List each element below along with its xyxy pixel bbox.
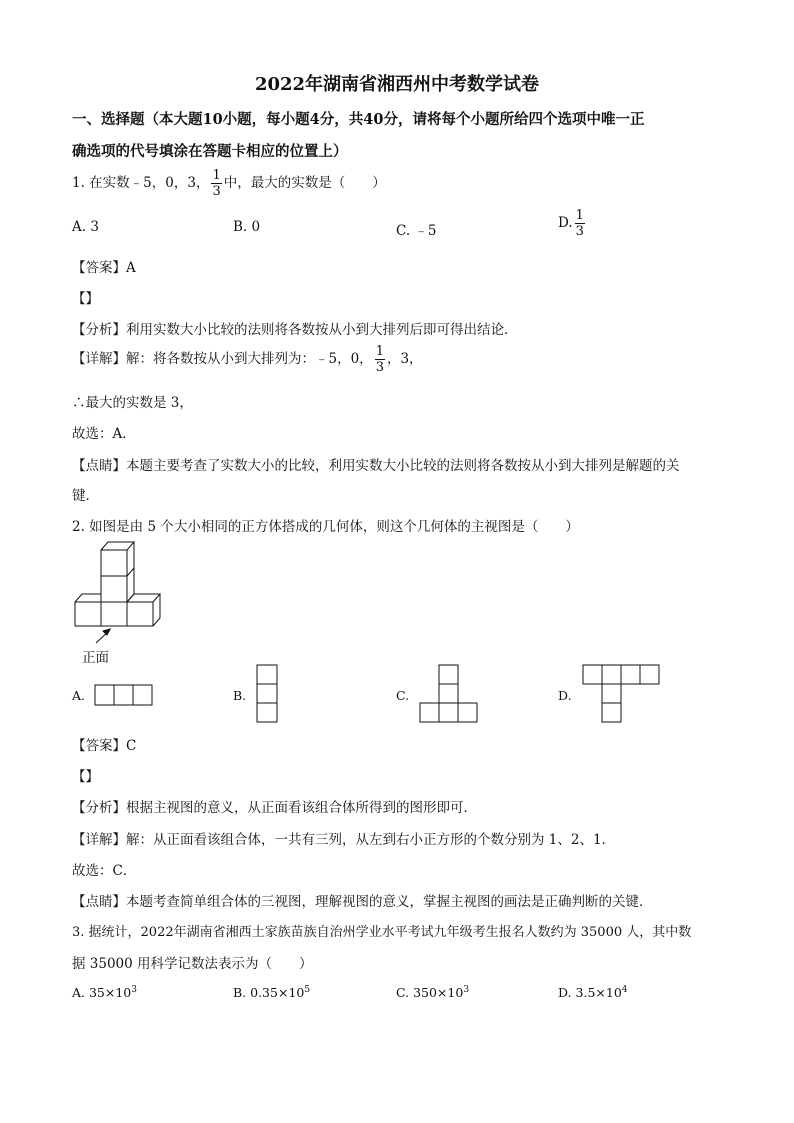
q3-option-d: D. $3.5\times 10^4$ xyxy=(558,985,628,1000)
front-arrow-head xyxy=(103,629,110,635)
q1-detail xyxy=(72,344,423,375)
q1-option-c: C. ﹣5 xyxy=(396,223,437,239)
q1-detail-pre: 【详解】解：将各数按从小到大排列为：﹣5，0， xyxy=(72,351,373,367)
q1-fraction-num: 1 xyxy=(212,168,221,183)
q1-blank: 【】 xyxy=(72,291,99,307)
section-header-line1: 一、选择题（本大题10小题，每小题4分，共40分，请将每个小题所给四个选项中唯一正 xyxy=(72,111,645,128)
q2-blank: 【】 xyxy=(72,769,99,785)
cube-bottom-right-side xyxy=(153,594,160,626)
q1-option-d-fraction: $\frac{1}{3}$ xyxy=(575,208,584,239)
q2-detail: 【详解】解：从正面看该组合体，一共有三列，从左到右小正方形的个数分别为 1、2、1． xyxy=(72,832,616,848)
cube-middle-side xyxy=(127,568,134,602)
q2-comment: 【点睛】本题考查简单组合体的三视图，理解视图的意义，掌握主视图的画法是正确判断的关键． xyxy=(72,894,653,910)
cube-top-topface xyxy=(101,542,134,550)
q2-option-a-label: A. xyxy=(72,688,86,703)
q1-choose: 故选：A． xyxy=(72,426,136,442)
cube-top-side xyxy=(127,542,134,576)
cube-bottom-right-top xyxy=(127,594,160,602)
q1-conclusion: ∴最大的实数是 3， xyxy=(72,395,193,411)
q1-option-a: A. 3 xyxy=(72,219,99,235)
q3-option-a: A. $35\times 10^3$ xyxy=(72,985,137,1000)
q2-front-label: 正面 xyxy=(82,650,109,666)
q2-option-d-label: D. xyxy=(558,688,572,703)
q3-stem-line2: 据 35000 用科学记数法表示为（ ） xyxy=(72,956,313,972)
q2-answer: 【答案】C xyxy=(72,738,137,754)
cube-bottom-center xyxy=(101,602,127,626)
q3-stem-line1: 3. 据统计，2022年湖南省湘西土家族苗族自治州学业水平考试九年级考生报名人数约为 35000 人，其中数 xyxy=(72,925,692,940)
q3-option-b: B. $0.35\times 10^5$ xyxy=(233,985,311,1000)
q1-fraction-den: 3 xyxy=(212,184,221,199)
q1-comment-line1: 【点睛】本题主要考查了实数大小的比较，利用实数大小比较的法则将各数按从小到大排列是解题的关 xyxy=(72,458,680,474)
cube-bottom-right xyxy=(127,602,153,626)
q1-analysis: 【分析】利用实数大小比较的法则将各数按从小到大排列后即可得出结论． xyxy=(72,322,518,338)
q2-option-b-label: B. xyxy=(233,688,247,703)
q3-option-c: C. $350\times 10^3$ xyxy=(396,985,470,1000)
q1-option-b: B. 0 xyxy=(233,219,261,235)
q1-option-d xyxy=(558,208,587,239)
q1-detail-post: ，3， xyxy=(386,351,423,367)
cube-middle-front xyxy=(101,576,127,602)
q2-option-c-figure xyxy=(419,664,481,726)
q1-stem xyxy=(72,168,386,199)
q2-option-d-figure xyxy=(582,664,670,726)
section-header-line2: 确选项的代号填涂在答题卡相应的位置上） xyxy=(72,143,348,160)
page-title: 2022年湖南省湘西州中考数学试卷 xyxy=(254,74,540,95)
q1-fraction xyxy=(211,168,221,199)
cube-bottom-left-top xyxy=(75,594,101,602)
cube-bottom-left xyxy=(75,602,101,626)
q2-option-c-label: C. xyxy=(396,688,410,703)
q1-stem-pre: 1. 在实数﹣5，0，3， xyxy=(72,175,210,191)
q2-analysis: 【分析】根据主视图的意义，从正面看该组合体所得到的图形即可． xyxy=(72,800,477,816)
q1-option-d-label: D. xyxy=(558,215,573,231)
q2-option-b-figure xyxy=(256,664,280,726)
q1-answer: 【答案】A xyxy=(72,260,136,276)
q1-detail-fraction: $\frac{1}{3}$ xyxy=(375,344,384,375)
q1-stem-post: 中，最大的实数是（ ） xyxy=(223,175,386,191)
q2-choose: 故选：C． xyxy=(72,863,137,879)
q2-cube-figure xyxy=(70,538,180,648)
cube-top-front xyxy=(101,550,127,576)
q2-option-a-figure xyxy=(94,684,156,708)
q1-comment-line2: 键． xyxy=(72,488,99,504)
q2-stem: 2. 如图是由 5 个大小相同的正方体搭成的几何体，则这个几何体的主视图是（ ） xyxy=(72,519,579,535)
